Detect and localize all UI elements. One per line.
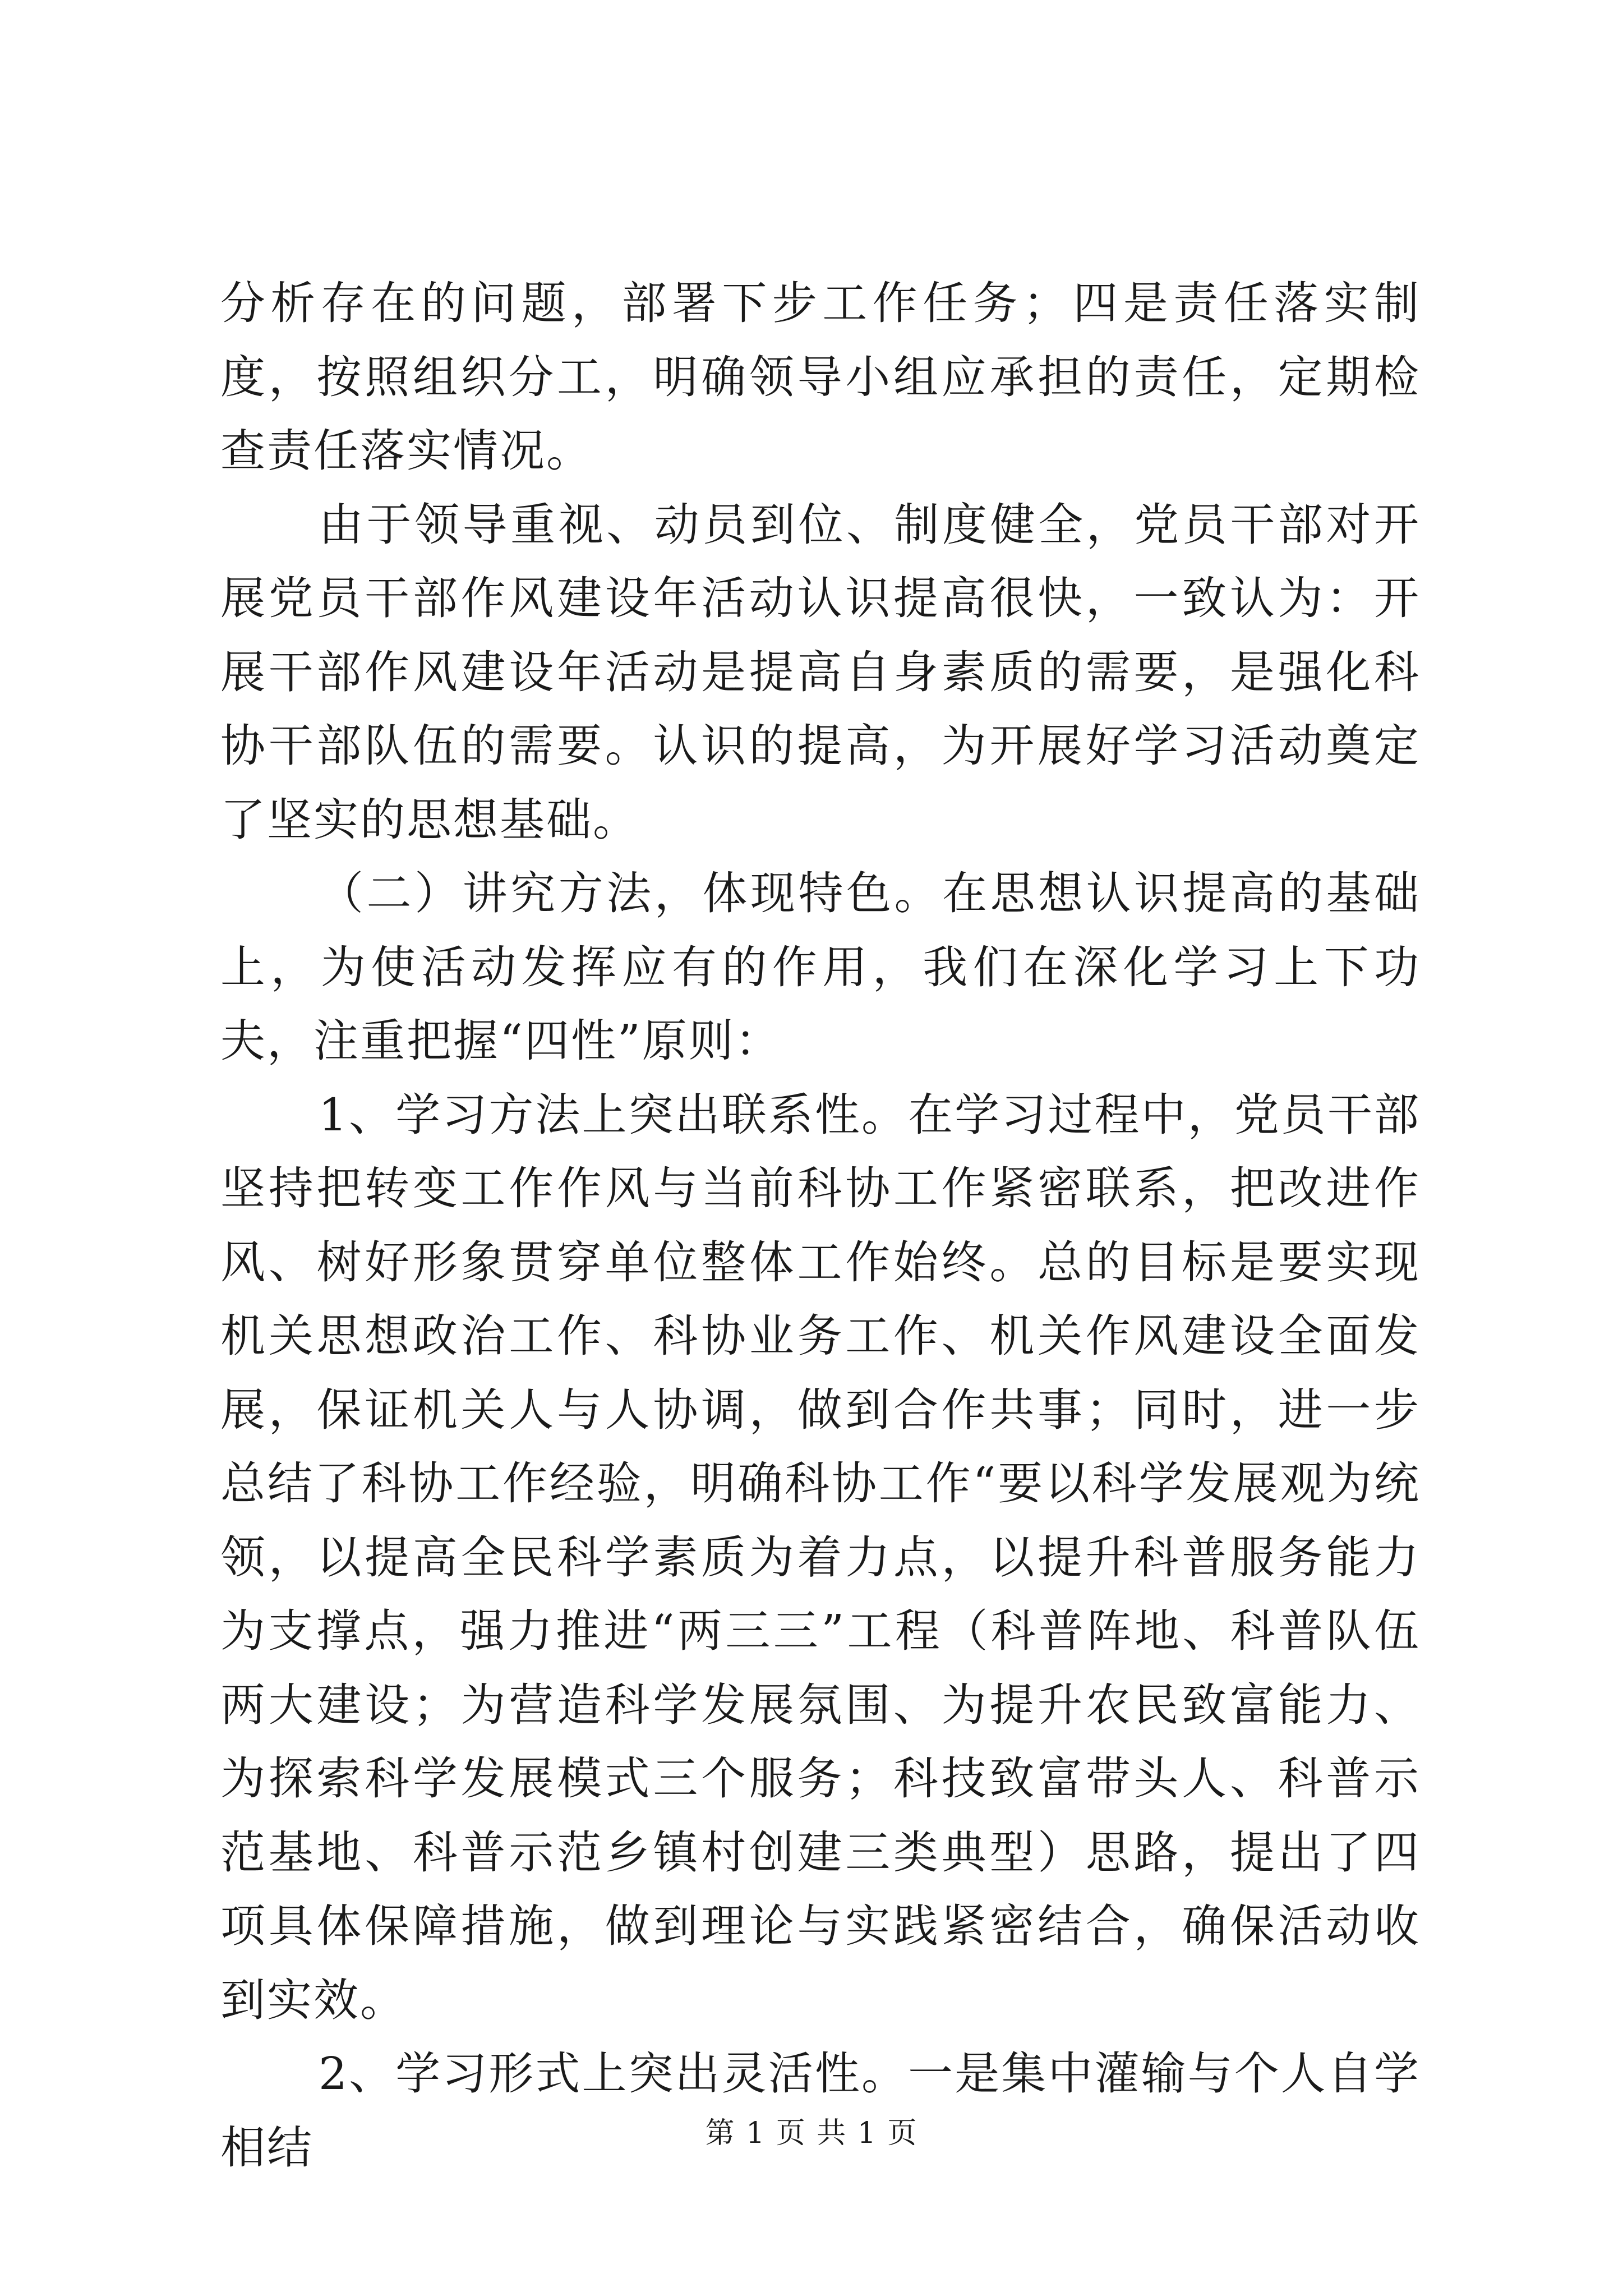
paragraph-continuation: 分析存在的问题，部署下步工作任务；四是责任落实制度，按照组织分工，明确领导小组应承担的责任，定期检查责任落实情况。 xyxy=(220,277,1421,477)
document-body xyxy=(220,266,1421,2184)
page-footer: 第 1 页 共 1 页 xyxy=(705,2116,918,2150)
paragraph-item-two: 2、学习形式上突出灵活性。一是集中灌输与个人自学相结 xyxy=(220,2047,1421,2174)
paragraph-leadership: 由于领导重视、动员到位、制度健全，党员干部对开展党员干部作风建设年活动认识提高很快，一致认为：开展干部作风建设年活动是提高自身素质的需要，是强化科协干部队伍的需要。认识的提高，为开展好学习活动奠定了坚实的思想基础。 xyxy=(220,498,1421,846)
paragraph-item-one: 1、学习方法上突出联系性。在学习过程中，党员干部坚持把转变工作作风与当前科协工作紧密联系，把改进作风、树好形象贯穿单位整体工作始终。总的目标是要实现机关思想政治工作、科协业务工作、机关作风建设全面发展，保证机关人与人协调，做到合作共事；同时，进一步总结了科协工作经验，明确科协工作“要以科学发展观为统领，以提高全民科学素质为着力点，以提升科普服务能力为支撑点，强力推进“两三三”工程（科普阵地、科普队伍两大建设；为营造科学发展氛围、为提升农民致富能力、为探索科学发展模式三个服务；科技致富带头人、科普示范基地、科普示范乡镇村创建三类典型）思路，提出了四项具体保障措施，做到理论与实践紧密结合，确保活动收到实效。 xyxy=(220,1088,1421,2026)
paragraph-section-two: （二）讲究方法，体现特色。在思想认识提高的基础上，为使活动发挥应有的作用，我们在深化学习上下功夫，注重把握“四性”原则： xyxy=(220,867,1421,1067)
